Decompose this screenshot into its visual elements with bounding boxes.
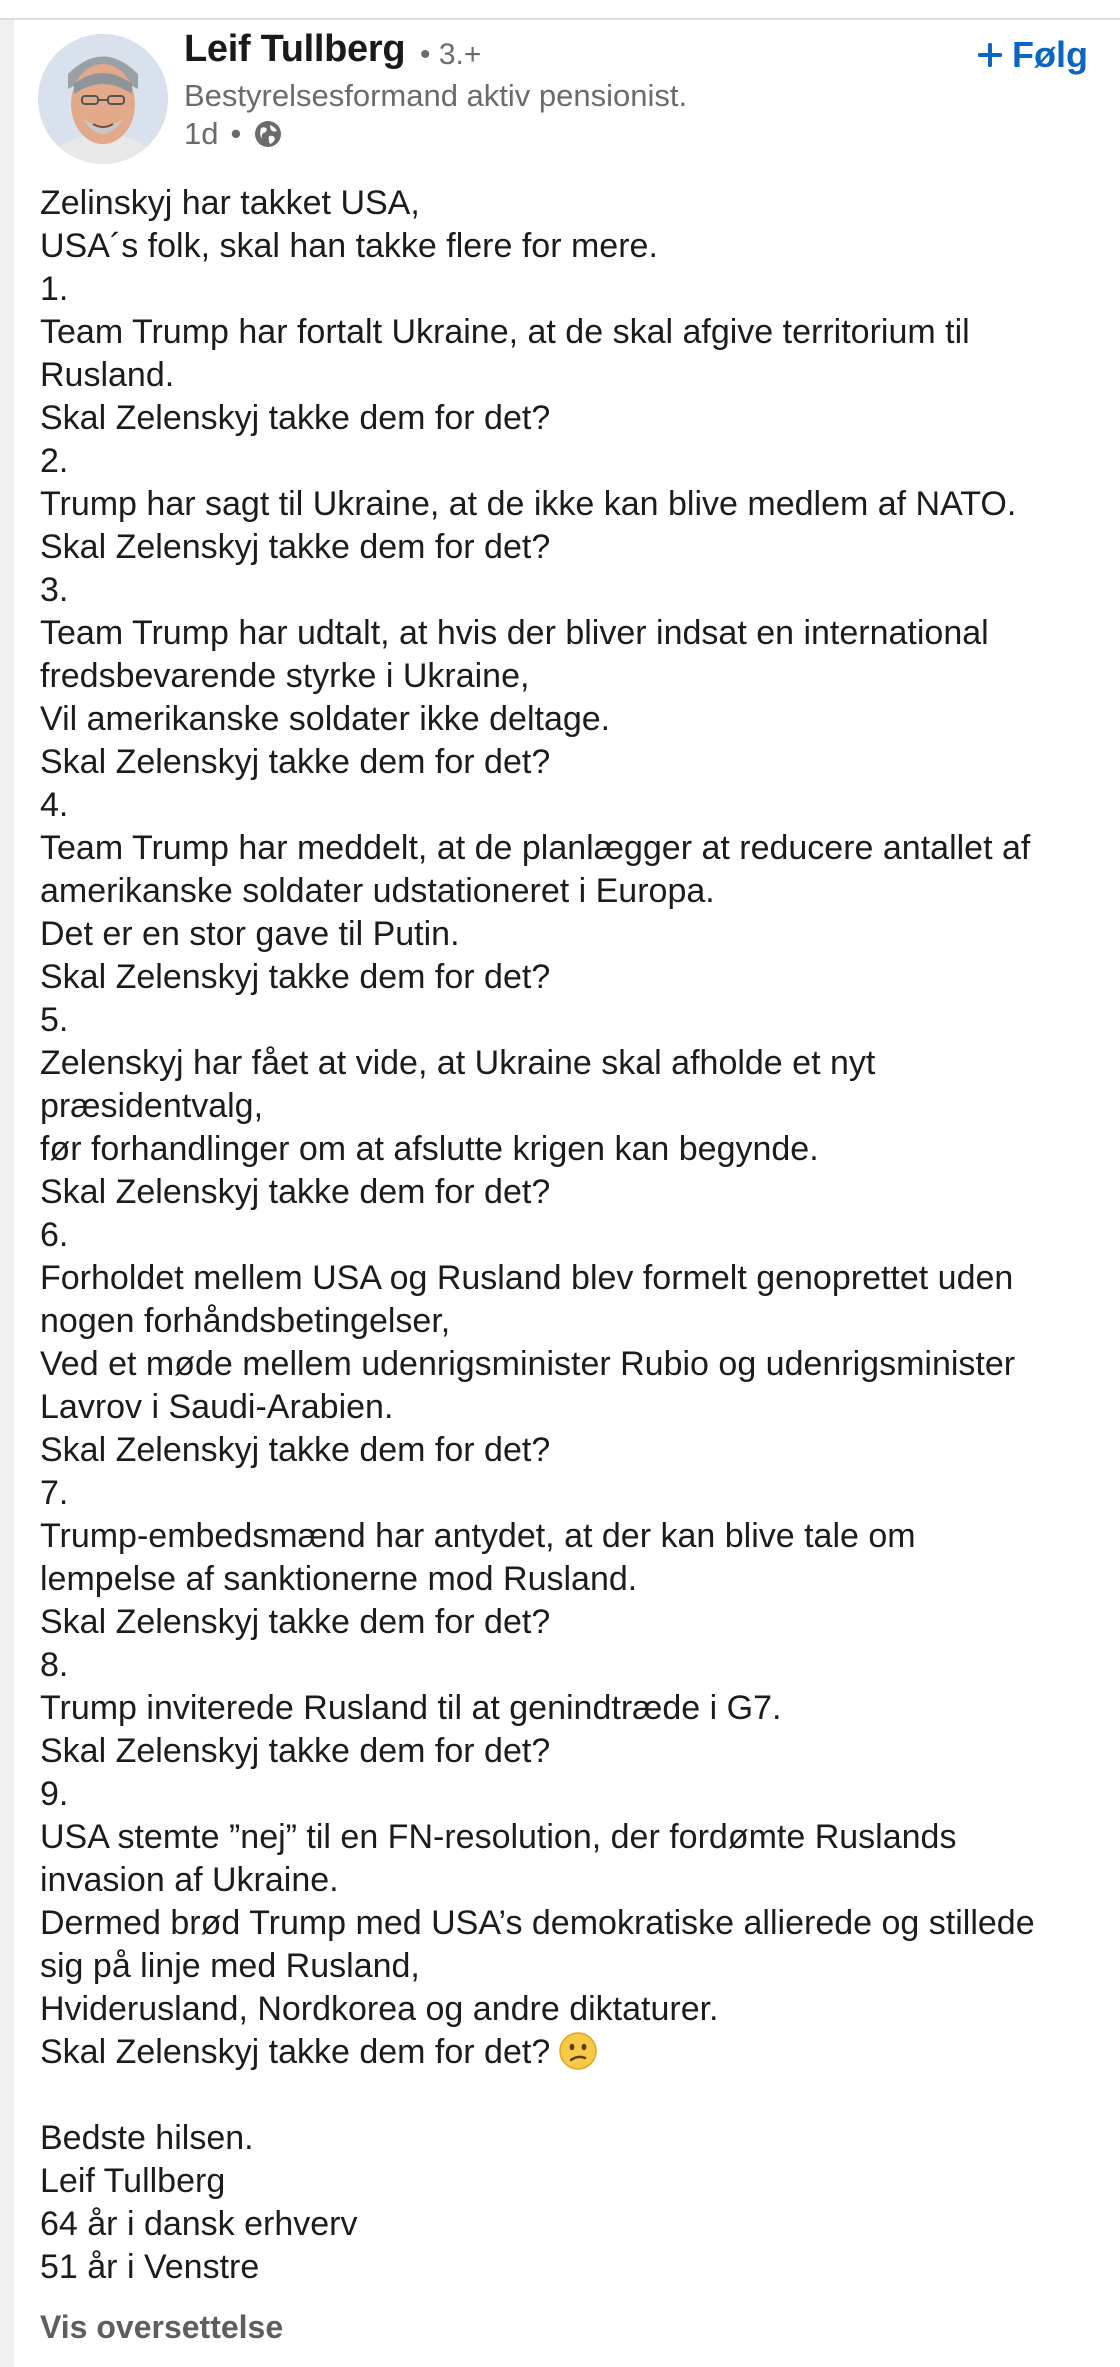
- post-line: 8.: [40, 1646, 69, 1684]
- author-headline: Bestyrelsesformand aktiv pensionist.: [184, 78, 688, 113]
- post-line: Skal Zelenskyj takke dem for det?: [40, 1732, 551, 1770]
- post-line: invasion af Ukraine.: [40, 1861, 339, 1899]
- post-line-last-question: [40, 2031, 1100, 2074]
- post-line: 1.: [40, 270, 69, 308]
- post-line: Team Trump har fortalt Ukraine, at de skal afgive territorium til: [40, 313, 970, 351]
- post-body: [40, 182, 1100, 2289]
- post-line: Skal Zelenskyj takke dem for det?: [40, 1431, 551, 1469]
- post-line: Rusland.: [40, 356, 175, 394]
- signoff-line: Bedste hilsen.: [40, 2119, 254, 2157]
- plus-icon: [976, 41, 1004, 69]
- blank-line: [40, 2074, 1100, 2117]
- post-line: Team Trump har meddelt, at de planlægger at reducere antallet af: [40, 829, 1031, 867]
- post-line: nogen forhåndsbetingelser,: [40, 1302, 451, 1340]
- post-line: Lavrov i Saudi-Arabien.: [40, 1388, 394, 1426]
- last-question-text: Skal Zelenskyj takke dem for det?: [40, 2033, 551, 2071]
- avatar[interactable]: [38, 34, 168, 164]
- post-line: Trump har sagt til Ukraine, at de ikke kan blive medlem af NATO.: [40, 485, 1017, 523]
- post-line: Skal Zelenskyj takke dem for det?: [40, 958, 551, 996]
- post-line: 4.: [40, 786, 69, 824]
- signoff-line: Leif Tullberg: [40, 2162, 226, 2200]
- post-line: Skal Zelenskyj takke dem for det?: [40, 1173, 551, 1211]
- confused-face-icon: [558, 2031, 598, 2071]
- post-line: præsidentvalg,: [40, 1087, 264, 1125]
- top-divider: [0, 0, 1120, 20]
- post-line: sig på linje med Rusland,: [40, 1947, 420, 1985]
- post-line: Skal Zelenskyj takke dem for det?: [40, 743, 551, 781]
- avatar-portrait: [38, 34, 168, 164]
- post-line: Forholdet mellem USA og Rusland blev formelt genoprettet uden: [40, 1259, 1014, 1297]
- post-line: amerikanske soldater udstationeret i Europa.: [40, 872, 715, 910]
- author-name[interactable]: Leif Tullberg: [184, 28, 406, 70]
- post-line: Skal Zelenskyj takke dem for det?: [40, 528, 551, 566]
- post-line: Dermed brød Trump med USA’s demokratiske allierede og stillede: [40, 1904, 1035, 1942]
- post-line: USA´s folk, skal han takke flere for mere.: [40, 227, 658, 265]
- signoff: [40, 2117, 1100, 2289]
- post-line: 2.: [40, 442, 69, 480]
- signoff-line: 64 år i dansk erhverv: [40, 2205, 358, 2243]
- post-line: Trump-embedsmænd har antydet, at der kan blive tale om: [40, 1517, 916, 1555]
- post-line: Zelinskyj har takket USA,: [40, 184, 420, 222]
- post-line: Vil amerikanske soldater ikke deltage.: [40, 700, 611, 738]
- meta-separator: •: [230, 116, 242, 151]
- post-line: Trump inviterede Rusland til at genindtræde i G7.: [40, 1689, 782, 1727]
- post-line: Hviderusland, Nordkorea og andre diktaturer.: [40, 1990, 719, 2028]
- connection-degree: • 3.+: [420, 38, 482, 71]
- post-line: 9.: [40, 1775, 69, 1813]
- post-line: 3.: [40, 571, 69, 609]
- globe-icon: [253, 119, 283, 149]
- post-line: Det er en stor gave til Putin.: [40, 915, 460, 953]
- post-time: 1d: [184, 116, 219, 151]
- post-line: lempelse af sanktionerne mod Rusland.: [40, 1560, 638, 1598]
- post-line: før forhandlinger om at afslutte krigen kan begynde.: [40, 1130, 819, 1168]
- post-line: Skal Zelenskyj takke dem for det?: [40, 1603, 551, 1641]
- follow-label: Følg: [1012, 34, 1088, 75]
- post-line: Zelenskyj har fået at vide, at Ukraine skal afholde et nyt: [40, 1044, 876, 1082]
- signoff-line: 51 år i Venstre: [40, 2248, 260, 2286]
- post-line: 5.: [40, 1001, 69, 1039]
- left-rail: [0, 20, 14, 2367]
- post-line: Ved et møde mellem udenrigsminister Rubio og udenrigsminister: [40, 1345, 1016, 1383]
- post-line: Skal Zelenskyj takke dem for det?: [40, 399, 551, 437]
- post-header: [14, 20, 1120, 170]
- post-line: USA stemte ”nej” til en FN-resolution, der fordømte Ruslands: [40, 1818, 957, 1856]
- post-line: 6.: [40, 1216, 69, 1254]
- timestamp-row: [184, 116, 283, 152]
- post-line: fredsbevarende styrke i Ukraine,: [40, 657, 530, 695]
- post-text: [40, 182, 1100, 2031]
- post-line: Team Trump har udtalt, at hvis der bliver indsat en international: [40, 614, 989, 652]
- translate-link[interactable]: Vis oversettelse: [40, 2309, 284, 2345]
- post-line: 7.: [40, 1474, 69, 1512]
- follow-button[interactable]: [976, 34, 1088, 76]
